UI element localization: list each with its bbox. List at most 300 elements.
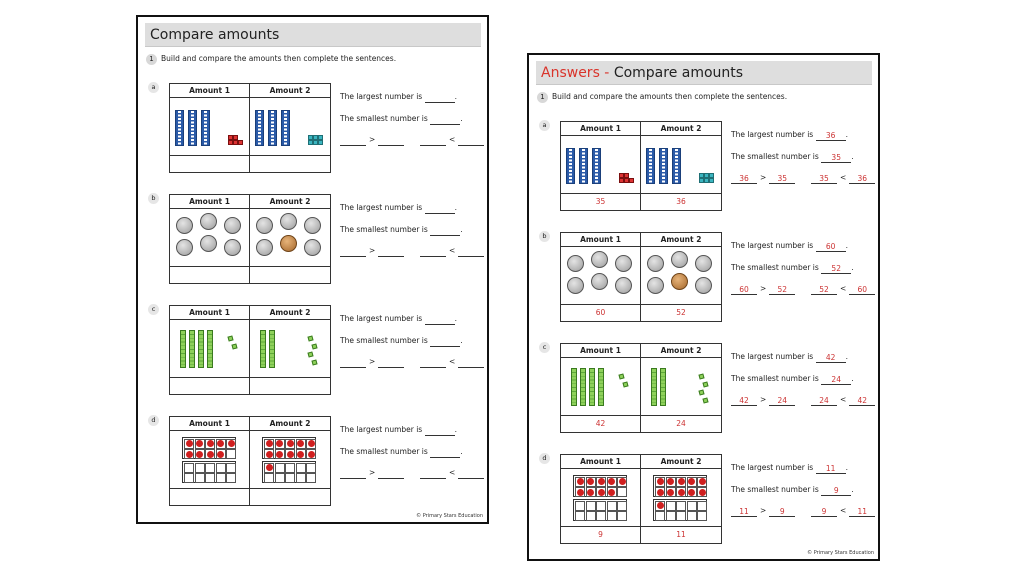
counter (598, 489, 605, 496)
ten-frame-square (676, 511, 686, 521)
smallest-sentence: The smallest number is . (340, 447, 463, 456)
ones-cube (709, 178, 714, 183)
tens-stick (580, 368, 586, 406)
ten-frame (262, 437, 316, 459)
largest-blank: 60 (816, 241, 846, 252)
counter (598, 478, 605, 485)
coin (647, 255, 664, 272)
section-letter: c (148, 304, 159, 315)
gt-right-blank[interactable] (378, 468, 404, 479)
amount1-cell (170, 320, 250, 378)
coin (615, 255, 632, 272)
ten-frame-square (184, 463, 194, 473)
tens-rod (188, 110, 197, 146)
largest-prefix: The largest number is (731, 241, 814, 250)
less-than-statement (811, 283, 875, 295)
ten-frame-square (687, 511, 697, 521)
counter (196, 440, 203, 447)
amount2-answer: 11 (676, 530, 686, 539)
ten-frame (573, 499, 627, 521)
ones-cube (233, 135, 238, 140)
amount2-answer[interactable] (250, 489, 330, 505)
tens-rod (201, 110, 210, 146)
tens-stick (207, 330, 213, 368)
amounts-table (560, 343, 722, 433)
largest-blank[interactable] (425, 425, 455, 436)
smallest-blank[interactable] (430, 336, 460, 347)
lt-left-blank[interactable] (420, 246, 446, 257)
amount1-cell (561, 469, 641, 527)
gt-left-blank[interactable] (340, 246, 366, 257)
ten-frame-square (205, 463, 215, 473)
counter (587, 489, 594, 496)
smallest-blank[interactable] (430, 447, 460, 458)
counter (308, 451, 315, 458)
largest-blank[interactable] (425, 203, 455, 214)
ones-cube (238, 140, 243, 145)
ten-frame-square (596, 511, 606, 521)
amount1-header: Amount 1 (170, 417, 250, 431)
largest-sentence: The largest number is . (340, 92, 457, 101)
coin (671, 273, 688, 290)
tens-rod (672, 148, 681, 184)
ten-frame-square (306, 463, 316, 473)
amount1-cell (561, 358, 641, 416)
ten-frame-square (275, 473, 285, 483)
ten-frame-square (296, 473, 306, 483)
coin (304, 239, 321, 256)
greater-sign: > (369, 468, 376, 477)
largest-blank: 11 (816, 463, 846, 474)
question-section (138, 82, 487, 177)
ten-frame-square (216, 463, 226, 473)
lt-right-blank: 11 (849, 506, 875, 517)
section-letter: b (148, 193, 159, 204)
greater-than-statement (731, 172, 795, 184)
ones-cube (231, 343, 237, 349)
smallest-sentence: The smallest number is 35 . (731, 152, 854, 162)
ten-frame (182, 461, 236, 483)
smallest-prefix: The smallest number is (731, 374, 819, 383)
ones-cube (624, 173, 629, 178)
amount2-cell (641, 358, 721, 416)
smallest-prefix: The smallest number is (731, 152, 819, 161)
largest-prefix: The largest number is (731, 130, 814, 139)
gt-right-blank[interactable] (378, 135, 404, 146)
lt-right-blank: 60 (849, 284, 875, 295)
largest-blank[interactable] (425, 92, 455, 103)
counter (587, 478, 594, 485)
tens-stick (598, 368, 604, 406)
ones-cube (702, 381, 708, 387)
lt-left-blank: 52 (811, 284, 837, 295)
less-sign: < (840, 395, 847, 404)
lt-right-blank[interactable] (458, 246, 484, 257)
lt-left-blank[interactable] (420, 135, 446, 146)
counter (688, 489, 695, 496)
smallest-blank: 24 (821, 374, 851, 385)
ones-cube (311, 359, 317, 365)
coin (256, 217, 273, 234)
counter (266, 464, 273, 471)
ten-frame-square (687, 501, 697, 511)
smallest-sentence: The smallest number is . (340, 336, 463, 345)
amount1-cell (170, 431, 250, 489)
largest-prefix: The largest number is (340, 203, 423, 212)
smallest-prefix: The smallest number is (340, 114, 428, 123)
lt-right-blank: 42 (849, 395, 875, 406)
question-section (138, 193, 487, 288)
less-than-statement (811, 505, 875, 517)
less-than-statement (811, 394, 875, 406)
ones-cube (318, 140, 323, 145)
largest-sentence: The largest number is 60 . (731, 241, 848, 251)
smallest-sentence: The smallest number is . (340, 114, 463, 123)
question-section (529, 120, 878, 215)
amount1-answer[interactable] (170, 156, 250, 172)
greater-than-statement (731, 394, 795, 406)
ten-frame-square (216, 473, 226, 483)
tens-rod (579, 148, 588, 184)
amount1-cell (561, 247, 641, 305)
tens-rod (175, 110, 184, 146)
question-instruction: 1 Build and compare the amounts then complete the sentences. (146, 53, 396, 65)
counter (699, 478, 706, 485)
ten-frame-square (617, 501, 627, 511)
gt-left-blank: 36 (731, 173, 757, 184)
ones-cube (702, 397, 708, 403)
tens-stick (269, 330, 275, 368)
largest-sentence: The largest number is . (340, 203, 457, 212)
counter (699, 489, 706, 496)
less-sign: < (449, 468, 456, 477)
ten-frame-square (575, 501, 585, 511)
amount2-header: Amount 2 (250, 195, 330, 209)
amount1-header: Amount 1 (561, 122, 641, 136)
ten-frame-square (666, 511, 676, 521)
counter (287, 451, 294, 458)
counter (667, 478, 674, 485)
gt-right-blank: 35 (769, 173, 795, 184)
lt-left-blank: 35 (811, 173, 837, 184)
worksheet-title: Compare amounts (145, 23, 481, 47)
amount2-header: Amount 2 (250, 84, 330, 98)
smallest-prefix: The smallest number is (340, 336, 428, 345)
smallest-prefix: The smallest number is (340, 225, 428, 234)
counter (657, 502, 664, 509)
coin (615, 277, 632, 294)
tens-stick (198, 330, 204, 368)
lt-left-blank: 9 (811, 506, 837, 517)
amount1-answer[interactable] (170, 489, 250, 505)
tens-rod (268, 110, 277, 146)
counter (619, 478, 626, 485)
amounts-table (169, 194, 331, 284)
gt-left-blank[interactable] (340, 135, 366, 146)
answers-sheet (527, 53, 880, 561)
greater-than-statement (340, 467, 404, 479)
greater-sign: > (760, 395, 767, 404)
counter (217, 451, 224, 458)
coin (591, 251, 608, 268)
amount2-header: Amount 2 (641, 122, 721, 136)
ten-frame-square (697, 501, 707, 511)
amount1-answer[interactable] (170, 378, 250, 394)
ten-frame-square (275, 463, 285, 473)
counter (678, 489, 685, 496)
smallest-blank[interactable] (430, 225, 460, 236)
counter (186, 440, 193, 447)
ten-frame-square (666, 501, 676, 511)
ones-cube (698, 373, 704, 379)
greater-than-statement (340, 356, 404, 368)
ten-frame (182, 437, 236, 459)
tens-stick (660, 368, 666, 406)
ones-cube (618, 373, 624, 379)
ones-cube (311, 343, 317, 349)
largest-blank: 42 (816, 352, 846, 363)
amount1-answer[interactable] (170, 267, 250, 283)
amount1-header: Amount 1 (170, 306, 250, 320)
ten-frame-square (306, 473, 316, 483)
coin (224, 239, 241, 256)
section-letter: c (539, 342, 550, 353)
coin (176, 239, 193, 256)
ten-frame-square (676, 501, 686, 511)
ten-frame-square (607, 501, 617, 511)
smallest-blank: 35 (821, 152, 851, 163)
counter (228, 440, 235, 447)
largest-sentence: The largest number is 11 . (731, 463, 848, 473)
ones-cube (698, 389, 704, 395)
counter (186, 451, 193, 458)
ten-frame-square (655, 511, 665, 521)
amounts-table (560, 232, 722, 322)
smallest-prefix: The smallest number is (731, 263, 819, 272)
ones-cube (307, 351, 313, 357)
gt-left-blank: 42 (731, 395, 757, 406)
amounts-table (169, 305, 331, 395)
lt-right-blank[interactable] (458, 135, 484, 146)
counter (266, 440, 273, 447)
ten-frame-square (586, 511, 596, 521)
ones-cube (629, 178, 634, 183)
greater-sign: > (760, 173, 767, 182)
counter (196, 451, 203, 458)
smallest-blank: 9 (821, 485, 851, 496)
less-than-statement (420, 134, 484, 146)
counter (266, 451, 273, 458)
greater-than-statement (731, 283, 795, 295)
gt-left-blank: 60 (731, 284, 757, 295)
question-section (529, 453, 878, 548)
amount1-header: Amount 1 (170, 195, 250, 209)
gt-right-blank: 24 (769, 395, 795, 406)
answers-title: Answers - Compare amounts (536, 61, 872, 85)
less-than-statement (420, 245, 484, 257)
counter (657, 489, 664, 496)
section-letter: d (148, 415, 159, 426)
smallest-prefix: The smallest number is (731, 485, 819, 494)
coin (280, 213, 297, 230)
ten-frame-square (575, 511, 585, 521)
lt-right-blank[interactable] (458, 468, 484, 479)
greater-sign: > (760, 284, 767, 293)
coin (200, 213, 217, 230)
amount2-answer: 36 (676, 197, 686, 206)
ones-cube (709, 173, 714, 178)
section-letter: a (539, 120, 550, 131)
amount2-cell (641, 469, 721, 527)
gt-right-blank[interactable] (378, 246, 404, 257)
amount2-answer[interactable] (250, 156, 330, 172)
amount2-answer: 52 (676, 308, 686, 317)
section-letter: a (148, 82, 159, 93)
tens-stick (189, 330, 195, 368)
amount2-header: Amount 2 (641, 233, 721, 247)
question-instruction: 1 Build and compare the amounts then complete the sentences. (537, 91, 787, 103)
amounts-table (560, 121, 722, 211)
amount1-answer: 60 (561, 305, 641, 321)
counter (276, 451, 283, 458)
coin (591, 273, 608, 290)
section-letter: d (539, 453, 550, 464)
ten-frame-square (596, 501, 606, 511)
smallest-sentence: The smallest number is 9 . (731, 485, 854, 495)
coin (176, 217, 193, 234)
amount2-cell (250, 209, 330, 267)
amounts-table (169, 416, 331, 506)
ten-frame-square (226, 463, 236, 473)
worksheet-sheet (136, 15, 489, 524)
tens-rod (646, 148, 655, 184)
amount2-answer[interactable] (250, 378, 330, 394)
tens-rod (659, 148, 668, 184)
ten-frame-square (184, 473, 194, 483)
question-section (529, 342, 878, 437)
largest-sentence: The largest number is . (340, 425, 457, 434)
counter (297, 451, 304, 458)
tens-stick (571, 368, 577, 406)
ten-frame-square (226, 473, 236, 483)
counter (276, 440, 283, 447)
largest-sentence: The largest number is . (340, 314, 457, 323)
tens-stick (260, 330, 266, 368)
largest-blank[interactable] (425, 314, 455, 325)
gt-left-blank[interactable] (340, 468, 366, 479)
amount1-answer: 42 (561, 416, 641, 432)
ones-cube (227, 335, 233, 341)
counter (678, 478, 685, 485)
counter (297, 440, 304, 447)
section-letter: b (539, 231, 550, 242)
less-sign: < (840, 173, 847, 182)
ones-cube (307, 335, 313, 341)
greater-than-statement (731, 505, 795, 517)
ten-frame-square (195, 463, 205, 473)
amount2-header: Amount 2 (250, 417, 330, 431)
counter (577, 478, 584, 485)
largest-prefix: The largest number is (340, 314, 423, 323)
lt-right-blank: 36 (849, 173, 875, 184)
coin (567, 255, 584, 272)
lt-right-blank[interactable] (458, 357, 484, 368)
amount2-cell (641, 136, 721, 194)
amount2-cell (250, 98, 330, 156)
ten-frame-square (226, 449, 236, 459)
counter (287, 440, 294, 447)
lt-left-blank[interactable] (420, 357, 446, 368)
gt-right-blank[interactable] (378, 357, 404, 368)
less-than-statement (420, 467, 484, 479)
ten-frame-square (285, 473, 295, 483)
largest-sentence: The largest number is 42 . (731, 352, 848, 362)
counter (608, 489, 615, 496)
ten-frame-square (607, 511, 617, 521)
less-sign: < (449, 246, 456, 255)
amount2-cell (250, 320, 330, 378)
smallest-prefix: The smallest number is (340, 447, 428, 456)
coin (695, 277, 712, 294)
amount1-cell (170, 98, 250, 156)
counter (217, 440, 224, 447)
ten-frame-square (264, 473, 274, 483)
amount2-header: Amount 2 (250, 306, 330, 320)
less-sign: < (840, 284, 847, 293)
counter (577, 489, 584, 496)
lt-left-blank[interactable] (420, 468, 446, 479)
smallest-blank: 52 (821, 263, 851, 274)
ones-cube (318, 135, 323, 140)
ten-frame-square (617, 487, 627, 497)
largest-blank: 36 (816, 130, 846, 141)
counter (608, 478, 615, 485)
ten-frame-square (285, 463, 295, 473)
largest-prefix: The largest number is (731, 352, 814, 361)
counter (688, 478, 695, 485)
gt-left-blank[interactable] (340, 357, 366, 368)
coin (280, 235, 297, 252)
largest-sentence: The largest number is 36 . (731, 130, 848, 140)
ten-frame-square (586, 501, 596, 511)
question-section (138, 304, 487, 399)
counter (207, 451, 214, 458)
amount2-cell (250, 431, 330, 489)
ten-frame-square (697, 511, 707, 521)
question-number: 1 (146, 54, 157, 65)
coin (224, 217, 241, 234)
ten-frame (653, 475, 707, 497)
less-than-statement (811, 172, 875, 184)
coin (567, 277, 584, 294)
largest-prefix: The largest number is (340, 92, 423, 101)
amounts-table (169, 83, 331, 173)
smallest-blank[interactable] (430, 114, 460, 125)
greater-sign: > (760, 506, 767, 515)
coin (200, 235, 217, 252)
coin (304, 217, 321, 234)
greater-sign: > (369, 357, 376, 366)
coin (671, 251, 688, 268)
tens-stick (651, 368, 657, 406)
amount2-cell (641, 247, 721, 305)
question-section (138, 415, 487, 510)
tens-rod (255, 110, 264, 146)
amount2-answer[interactable] (250, 267, 330, 283)
ten-frame-square (296, 463, 306, 473)
greater-than-statement (340, 245, 404, 257)
gt-left-blank: 11 (731, 506, 757, 517)
